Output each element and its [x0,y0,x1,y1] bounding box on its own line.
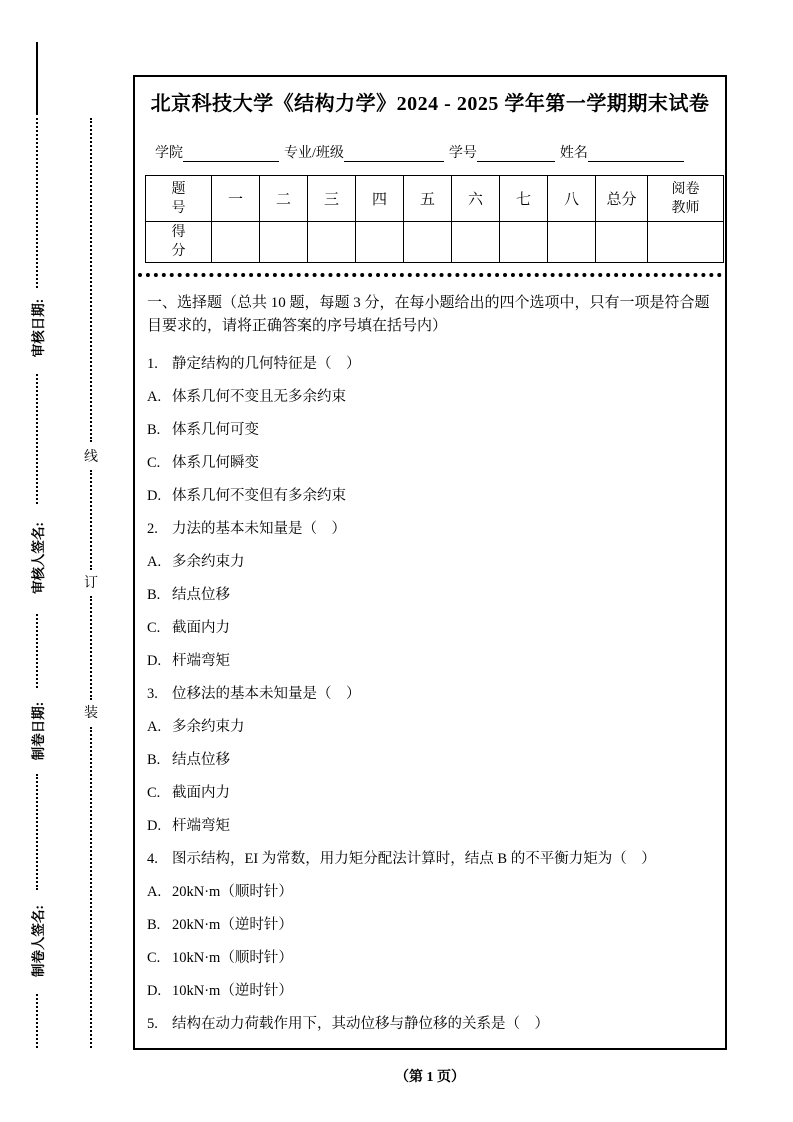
question-text: 结构在动力荷载作用下，其动位移与静位移的关系是（ ） [172,1016,549,1032]
binding-dotted-line [90,727,92,1048]
total-score-header: 总分 [596,176,648,222]
option-label: C. [147,455,161,471]
dotted-line [36,774,38,890]
option-line [147,447,725,480]
score-corner [146,222,212,263]
score-col-header: 四 [356,176,404,222]
binding-dotted-line [90,596,92,700]
score-cell-empty [260,222,308,263]
option-line [147,480,725,513]
score-cell-empty [212,222,260,263]
option-text: 20kN·m（逆时针） [172,917,293,933]
option-line [147,810,725,843]
score-col-header: 三 [308,176,356,222]
option-text: 10kN·m（逆时针） [172,983,293,999]
corner-char: 题 [171,181,186,197]
binding-char-bind: 装 [84,706,98,721]
option-text: 杆端弯矩 [172,818,230,834]
question-number-corner [146,176,212,222]
score-cell-empty [404,222,452,263]
option-text: 截面内力 [172,620,230,636]
dotted-line [36,118,38,288]
corner-char: 得 [171,225,186,240]
score-cell-empty [356,222,404,263]
papermaking-date-label: 制卷日期: [31,701,46,761]
option-label: C. [147,950,161,966]
score-col-header: 二 [260,176,308,222]
score-cell-empty [452,222,500,263]
option-line [147,414,725,447]
question-number: 2. [147,521,158,537]
option-text: 结点位移 [172,752,230,768]
name-blank [588,143,684,162]
option-label: B. [147,587,161,603]
question-number: 4. [147,851,158,867]
option-label: B. [147,752,161,768]
score-col-header: 八 [548,176,596,222]
reviewer-signature-label: 审核人签名: [31,522,46,594]
questions-list [147,348,725,1041]
question-line [147,678,725,711]
exam-content-box [133,75,727,1050]
major-class-label: 专业/班级 [284,146,344,161]
corner-char: 号 [171,200,186,216]
papermaker-signature-label: 制卷人签名: [31,905,46,977]
option-label: D. [147,983,162,999]
question-text: 静定结构的几何特征是（ ） [172,356,361,372]
exam-title: 北京科技大学《结构力学》2024 - 2025 学年第一学期期末试卷 [150,93,710,115]
grader-char: 教师 [671,200,700,216]
score-cell-empty [548,222,596,263]
question-text: 图示结构，EI 为常数，用力矩分配法计算时，结点 B 的不平衡力矩为（ ） [172,851,656,867]
option-line [147,744,725,777]
question-line [147,1008,725,1041]
student-info-form [155,142,725,162]
option-text: 体系几何可变 [172,422,259,438]
option-text: 体系几何不变且无多余约束 [172,389,346,405]
score-cell-empty [596,222,648,263]
option-label: D. [147,653,162,669]
review-date-label: 审核日期: [31,298,46,358]
option-text: 杆端弯矩 [172,653,230,669]
option-label: A. [147,554,162,570]
dotted-line [36,994,38,1048]
score-cell-empty [500,222,548,263]
page-footer: （第 1 页） [395,1070,465,1085]
option-text: 体系几何瞬变 [172,455,259,471]
option-label: A. [147,719,162,735]
score-col-header: 七 [500,176,548,222]
option-label: C. [147,785,161,801]
option-text: 多余约束力 [172,719,245,735]
option-line [147,909,725,942]
option-line [147,942,725,975]
grader-header [648,176,724,222]
option-line [147,777,725,810]
score-col-header: 一 [212,176,260,222]
margin-line [36,42,38,115]
college-blank [183,143,279,162]
student-id-label: 学号 [448,146,477,161]
option-label: D. [147,488,162,504]
binding-char-staple: 订 [84,576,98,591]
option-label: C. [147,620,161,636]
question-number: 1. [147,356,158,372]
question-text: 位移法的基本未知量是（ ） [172,686,361,702]
option-label: B. [147,917,161,933]
option-text: 20kN·m（顺时针） [172,884,293,900]
question-number: 3. [147,686,158,702]
question-text: 力法的基本未知量是（ ） [172,521,346,537]
grader-char: 阅卷 [671,181,700,197]
option-line [147,579,725,612]
binding-char-line: 线 [84,450,98,465]
option-line [147,612,725,645]
name-label: 姓名 [559,146,588,161]
dotted-line [36,374,38,504]
option-text: 截面内力 [172,785,230,801]
option-label: A. [147,389,162,405]
question-number: 5. [147,1016,158,1032]
option-line [147,876,725,909]
question-line [147,348,725,381]
score-col-header: 五 [404,176,452,222]
score-cell-empty [308,222,356,263]
dotted-separator [138,273,722,277]
option-line [147,975,725,1008]
binding-dotted-line [90,470,92,570]
question-line [147,843,725,876]
option-line [147,711,725,744]
section-one-intro: 一、选择题（总共 10 题，每题 3 分，在每小题给出的四个选项中，只有一项是符合题目要求的，请将正确答案的序号填在括号内） [147,295,710,334]
option-label: A. [147,884,162,900]
major-class-blank [344,143,444,162]
option-text: 结点位移 [172,587,230,603]
college-label: 学院 [155,146,183,161]
student-id-blank [477,143,555,162]
score-cell-empty [648,222,724,263]
dotted-line [36,614,38,688]
option-label: B. [147,422,161,438]
score-col-header: 六 [452,176,500,222]
option-text: 10kN·m（顺时针） [172,950,293,966]
corner-char: 分 [171,244,186,259]
option-label: D. [147,818,162,834]
score-table [145,175,724,263]
option-line [147,381,725,414]
binding-dotted-line [90,118,92,442]
question-line [147,513,725,546]
option-line [147,645,725,678]
option-text: 体系几何不变但有多余约束 [172,488,346,504]
option-line [147,546,725,579]
option-text: 多余约束力 [172,554,245,570]
